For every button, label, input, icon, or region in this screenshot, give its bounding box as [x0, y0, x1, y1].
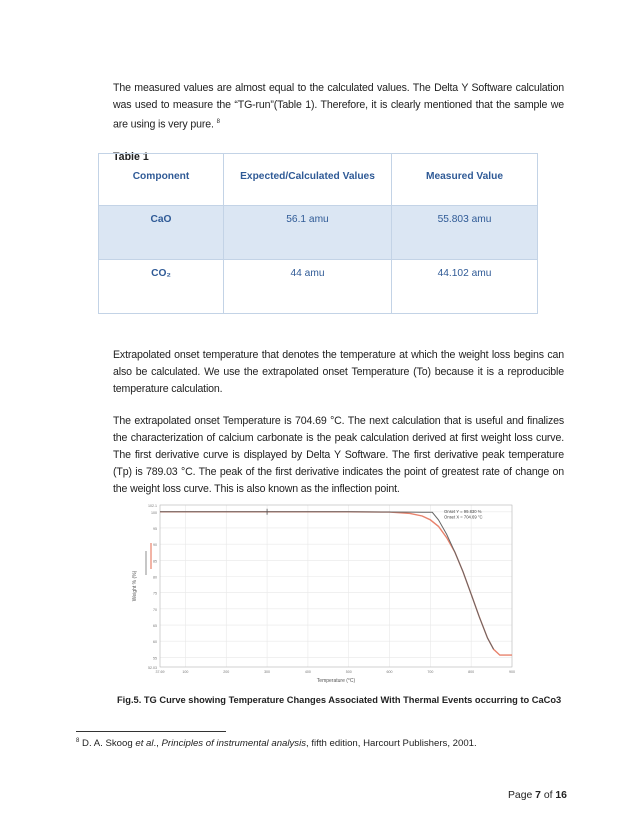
footnote-divider [76, 731, 226, 732]
page-prefix: Page [508, 790, 536, 801]
onset-paragraph: Extrapolated onset temperature that denotes the temperature at which the weight loss begins can also be calculated. We use the extrapolated onset Temperature (To) because it is a reproducible temperature calculation. [113, 349, 564, 395]
cell-measured: 44.102 amu [392, 260, 538, 314]
figure-caption: Fig.5. TG Curve showing Temperature Changes Associated With Thermal Events occurring to CaCo3 [117, 695, 562, 705]
onset-annotation: Onset Y = 99.830 % [444, 509, 482, 514]
y-tick-label: 75 [153, 591, 157, 596]
table-row [99, 206, 538, 260]
footnote-ref: 8 [216, 119, 220, 125]
x-tick-label: 600 [386, 670, 393, 674]
page-current: 7 [535, 790, 541, 801]
page-total: 16 [555, 790, 567, 801]
table-row [99, 260, 538, 314]
cell-measured: 55.803 amu [392, 206, 538, 260]
table-label: Table 1 [113, 151, 149, 163]
x-tick-label: 500 [345, 670, 352, 674]
y-tick-label: 85 [153, 559, 157, 564]
y-tick-label: 95 [153, 526, 157, 531]
footnote-authors: D. A. Skoog [82, 738, 133, 750]
y-tick-label: 90 [153, 543, 157, 548]
x-axis-label: Temperature (°C) [316, 678, 356, 684]
intro-paragraph [113, 80, 564, 134]
x-tick-label: 200 [223, 670, 230, 674]
plot-frame [160, 505, 512, 667]
cell-expected: 56.1 amu [224, 206, 392, 260]
intro-text: The measured values are almost equal to the calculated values. The Delta Y Software calculation was used to measure the “TG-run”(Table 1). Therefore, it is clearly mentioned that the sample we are using is very pure. [113, 82, 564, 131]
y-axis-label: Weight % (%) [132, 570, 138, 602]
y-tick-label: 100 [151, 510, 157, 515]
peak-paragraph: The extrapolated onset Temperature is 704.69 °C. The next calculation that is useful and finalizes the characterization of calcium carbonate is the peak calculation derived at first weight loss curve. The first derivative curve is displayed by Delta Y Software. The first derivative peak temperature (Tp) is 789.03 °C. The peak of the first derivative indicates the point of greatest rate of change on the weight loss curve. This is also known as the inflection point. [113, 415, 564, 495]
results-table [98, 153, 538, 314]
x-tick-label: 700 [427, 670, 434, 674]
cell-component: CO₂ [99, 260, 224, 314]
series-line [160, 512, 512, 655]
y-tick-label: 65 [153, 624, 157, 629]
y-tick-label: 70 [153, 607, 157, 612]
header-expected: Expected/Calculated Values [224, 154, 392, 206]
y-tick-label: 55 [153, 656, 157, 661]
header-component: Component [99, 154, 224, 206]
tg-curve-chart [122, 499, 522, 693]
x-tick-label: 800 [468, 670, 475, 674]
y-tick-label: 102.1 [148, 504, 157, 508]
x-tick-label: 400 [304, 670, 311, 674]
cell-expected: 44 amu [224, 260, 392, 314]
x-tick-label: 900 [509, 670, 515, 674]
header-measured: Measured Value [392, 154, 538, 206]
footnote [76, 738, 477, 749]
footnote-rest: , fifth edition, Harcourt Publishers, 2001. [306, 738, 477, 750]
footnote-number: 8 [76, 738, 80, 744]
y-tick-label: 52.03 [148, 666, 157, 670]
footnote-etal: et al [135, 738, 154, 750]
page-of: of [540, 790, 556, 801]
cell-component: CaO [99, 206, 224, 260]
table-header-row [99, 154, 538, 206]
onset-annotation: Onset X = 704.69 °C [444, 514, 483, 520]
footnote-title: Principles of instrumental analysis [161, 738, 307, 750]
footnote-sep: ., [153, 738, 159, 750]
x-tick-label: 100 [182, 670, 189, 674]
y-tick-label: 60 [153, 640, 157, 645]
page-number [508, 790, 567, 801]
x-tick-label: 300 [264, 670, 271, 674]
y-tick-label: 80 [153, 575, 157, 580]
x-tick-label: 37.69 [155, 670, 165, 674]
